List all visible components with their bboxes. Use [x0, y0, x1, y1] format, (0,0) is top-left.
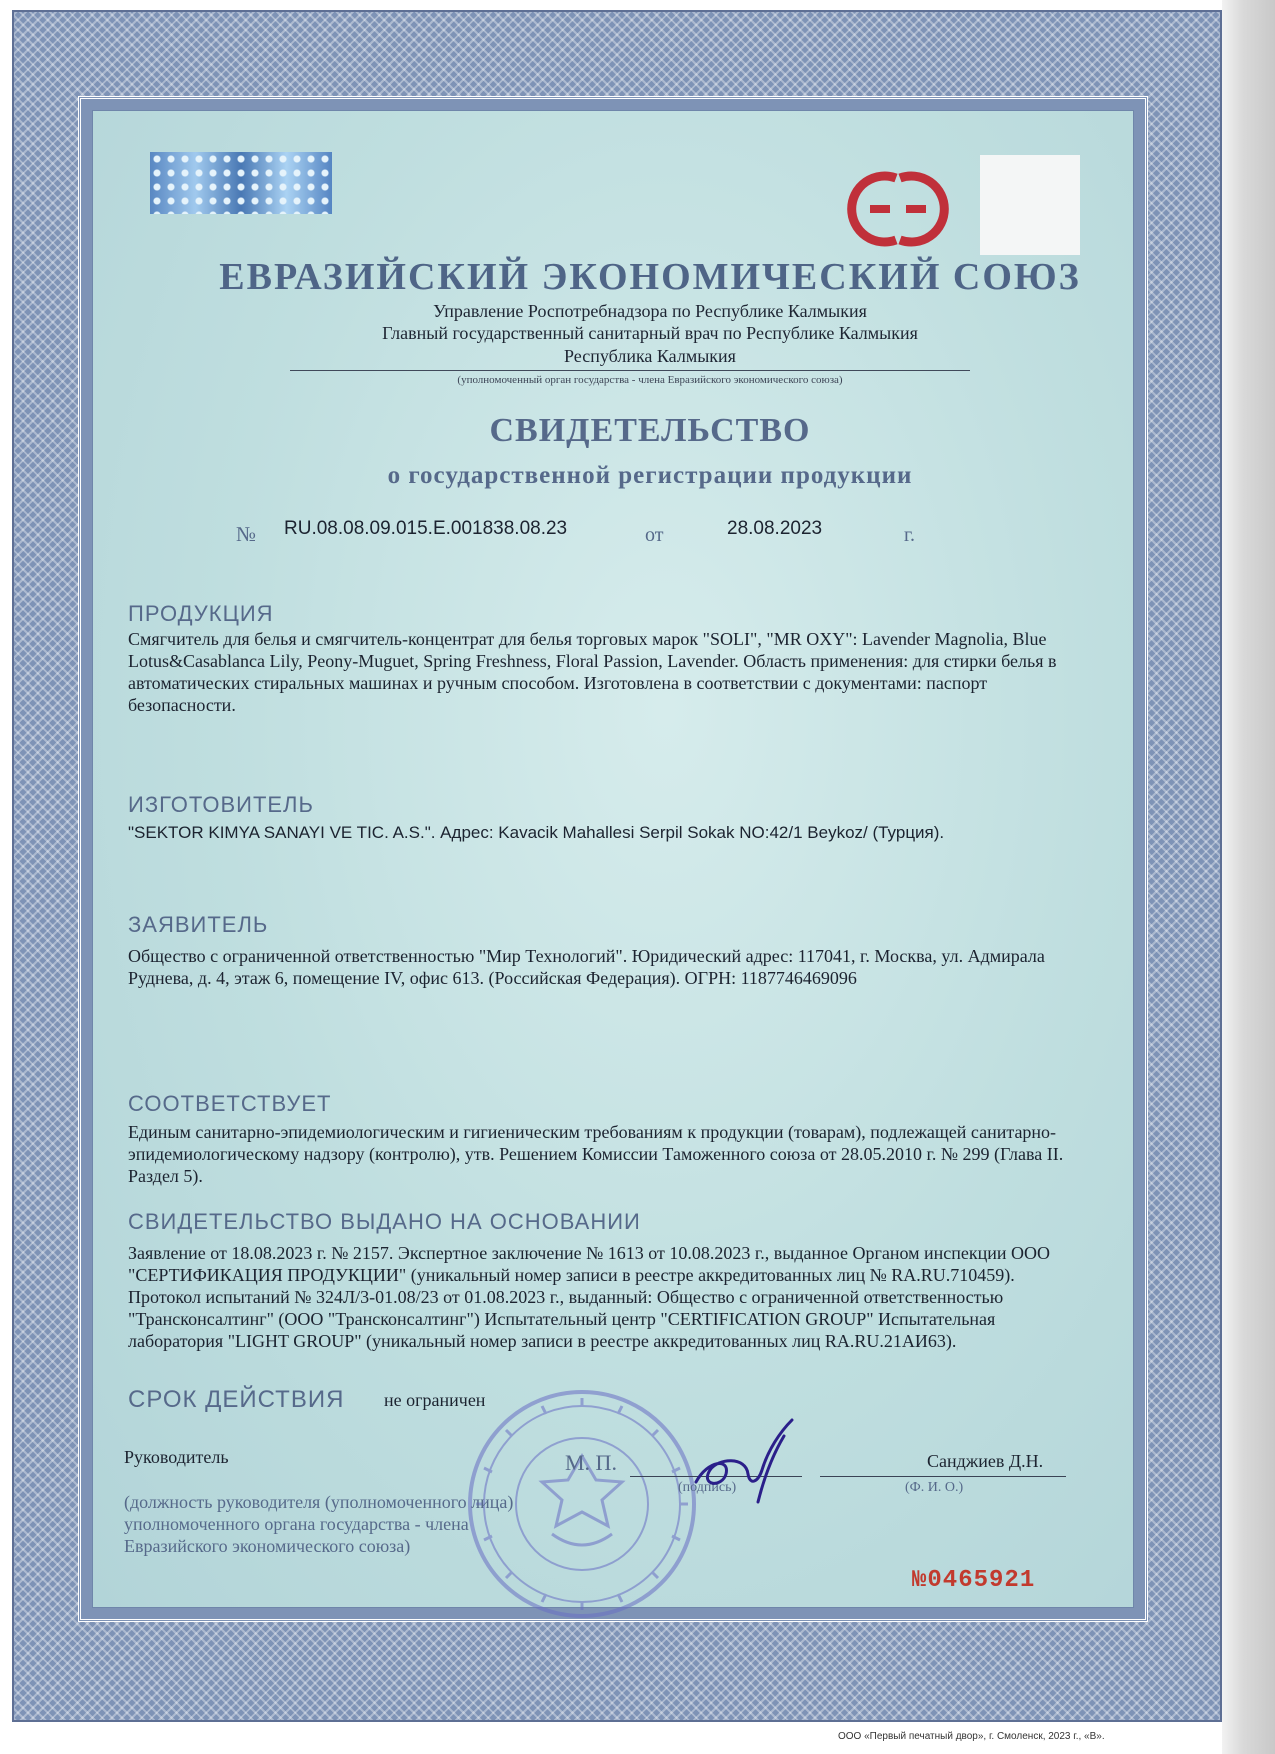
registration-date: 28.08.2023: [727, 518, 823, 539]
union-title: ЕВРАЗИЙСКИЙ ЭКОНОМИЧЕСКИЙ СОЮЗ: [219, 256, 1081, 298]
year-suffix: г.: [904, 524, 915, 546]
scan-edge: [1222, 0, 1275, 1754]
validity-value: не ограничен: [384, 1390, 486, 1410]
number-label: №: [236, 522, 257, 546]
validity-heading: СРОК ДЕЙСТВИЯ: [128, 1386, 345, 1413]
authority-line: Управление Роспотребнадзора по Республике Калмыкия: [433, 301, 867, 321]
conforms-text: Единым санитарно-эпидемиологическим и гигиеническим требованиям к продукции (товарам), подлежащей санитарно-эпидемиологическому надзору (контролю), утв. Решением Комиссии Таможенного союза от 28.05.2010 г. № 299 (Глава II. Раздел 5).: [128, 1122, 1064, 1186]
conforms-heading: СООТВЕТСТВУЕТ: [128, 1091, 332, 1116]
basis-text: Заявление от 18.08.2023 г. № 2157. Экспертное заключение № 1613 от 10.08.2023 г., выданное Органом инспекции ООО "СЕРТИФИКАЦИЯ ПРОДУКЦИИ" (уникальный номер записи в реестре аккредитованных лиц № RA.RU.710459). Протокол испытаний № 324Л/3-01.08/23 от 01.08.2023 г., выданный: Общество с ограниченной ответственностью "Трансконсалтинг" (ООО "Трансконсалтинг") Испытательный центр "CERTIFICATION GROUP" Испытательная лаборатория "LIGHT GROUP" (уникальный номер записи в реестре аккредитованных лиц RA.RU.21АИ63).: [128, 1243, 1051, 1351]
date-from-label: от: [645, 524, 664, 546]
signature-icon: [688, 1416, 808, 1506]
product-heading: ПРОДУКЦИЯ: [128, 601, 274, 626]
signature-caption: (подпись): [678, 1480, 737, 1495]
certificate-title: СВИДЕТЕЛЬСТВО: [489, 412, 811, 449]
applicant-heading: ЗАЯВИТЕЛЬ: [128, 912, 269, 937]
authority-note: (уполномоченный орган государства - члена Евразийского экономического союза): [457, 374, 843, 386]
name-line: [820, 1476, 1066, 1477]
seal-place-label: М. П.: [565, 1450, 617, 1475]
fio-caption: (Ф. И. О.): [905, 1480, 964, 1495]
head-label: Руководитель: [124, 1447, 229, 1467]
certificate-subtitle: о государственной регистрации продукции: [387, 462, 913, 489]
eurasian-conformity-logo-icon: [840, 168, 952, 250]
authority-divider: [290, 370, 970, 371]
registration-number: RU.08.08.09.015.E.001838.08.23: [284, 518, 568, 539]
hologram-icon: [150, 152, 332, 214]
manufacturer-text: "SEKTOR KIMYA SANAYI VE TIC. A.S.". Адрес: Kavacik Mahallesi Serpil Sokak NO:42/1 Beykoz/ (Турция).: [128, 823, 945, 842]
printer-footer: ООО «Первый печатный двор», г. Смоленск, 2023 г., «В».: [838, 1731, 1105, 1742]
basis-heading: СВИДЕТЕЛЬСТВО ВЫДАНО НА ОСНОВАНИИ: [128, 1209, 641, 1234]
authority-line: Республика Калмыкия: [564, 346, 736, 366]
product-text: Смягчитель для белья и смягчитель-концентрат для белья торговых марок "SOLI", "MR OXY": Lavender Magnolia, Blue Lotus&Casablanca Lily, Peony-Muguet, Spring Freshness, Floral Passion, Lavender. Область применения: для стирки белья в автоматических стиральных машинах и ручным способом. Изготовлена в соответствии с документами: паспорт безопасности.: [128, 629, 1057, 715]
head-name: Санджиев Д.Н.: [927, 1451, 1044, 1471]
manufacturer-heading: ИЗГОТОВИТЕЛЬ: [128, 792, 314, 817]
position-caption: (должность руководителя (уполномоченного лица) уполномоченного органа государства - члена Евразийского экономического союза): [124, 1492, 514, 1556]
serial-number: №0465921: [912, 1567, 1036, 1594]
photo-patch: [980, 155, 1080, 255]
applicant-text: Общество с ограниченной ответственностью "Мир Технологий". Юридический адрес: 117041, г. Москва, ул. Адмирала Руднева, д. 4, этаж 6, помещение IV, офис 613. (Российская Федерация). ОГРН: 1187746469096: [128, 946, 1045, 988]
authority-line: Главный государственный санитарный врач по Республике Калмыкия: [382, 323, 918, 343]
